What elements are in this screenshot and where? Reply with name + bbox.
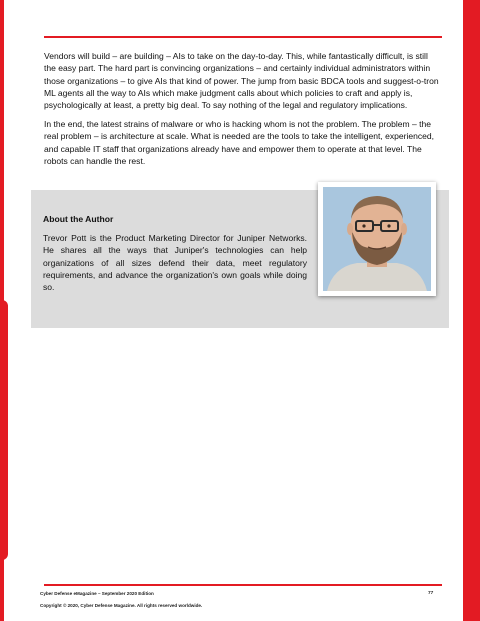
article-paragraph: Vendors will build – are building – AIs to take on the day-to-day. This, while fantastically difficult, is still the easy part. The hard part is convincing organizations – and certainly individual administrators within those organizations – to give AIs that kind of power. The jump from basic BDCA tools and suggest-o-tron ML agents all the way to AIs which make judgment calls about which policies to craft and apply is, psychologically at least, a pretty big deal. To say nothing of the legal and regulatory implications. <box>44 51 439 111</box>
author-portrait-image <box>323 187 431 291</box>
footer-copyright: Copyright © 2020, Cyber Defense Magazine. All rights reserved worldwide. <box>40 603 203 608</box>
header-rule <box>44 36 442 38</box>
right-red-edge <box>463 0 480 621</box>
left-red-tab <box>0 300 8 560</box>
author-photo <box>318 182 436 296</box>
about-author-heading: About the Author <box>43 214 114 224</box>
footer-rule <box>44 584 442 586</box>
page-number: 77 <box>428 591 434 596</box>
author-bio: Trevor Pott is the Product Marketing Director for Juniper Networks. He shares all the ways that Juniper's technologies can help organizations of all sizes defend their data, meet regulatory requirements, and advance the organization's own goals while doing so. <box>43 233 307 293</box>
article-paragraph: In the end, the latest strains of malware or who is hacking whom is not the problem. The problem – the real problem – is architecture at scale. What is needed are the tools to take the intelligent, experienced, and capable IT staff that organizations already have and empower them to operate at that level. The robots can handle the rest. <box>44 119 435 166</box>
footer-edition: Cyber Defense eMagazine – September 2020 Edition <box>40 591 154 596</box>
